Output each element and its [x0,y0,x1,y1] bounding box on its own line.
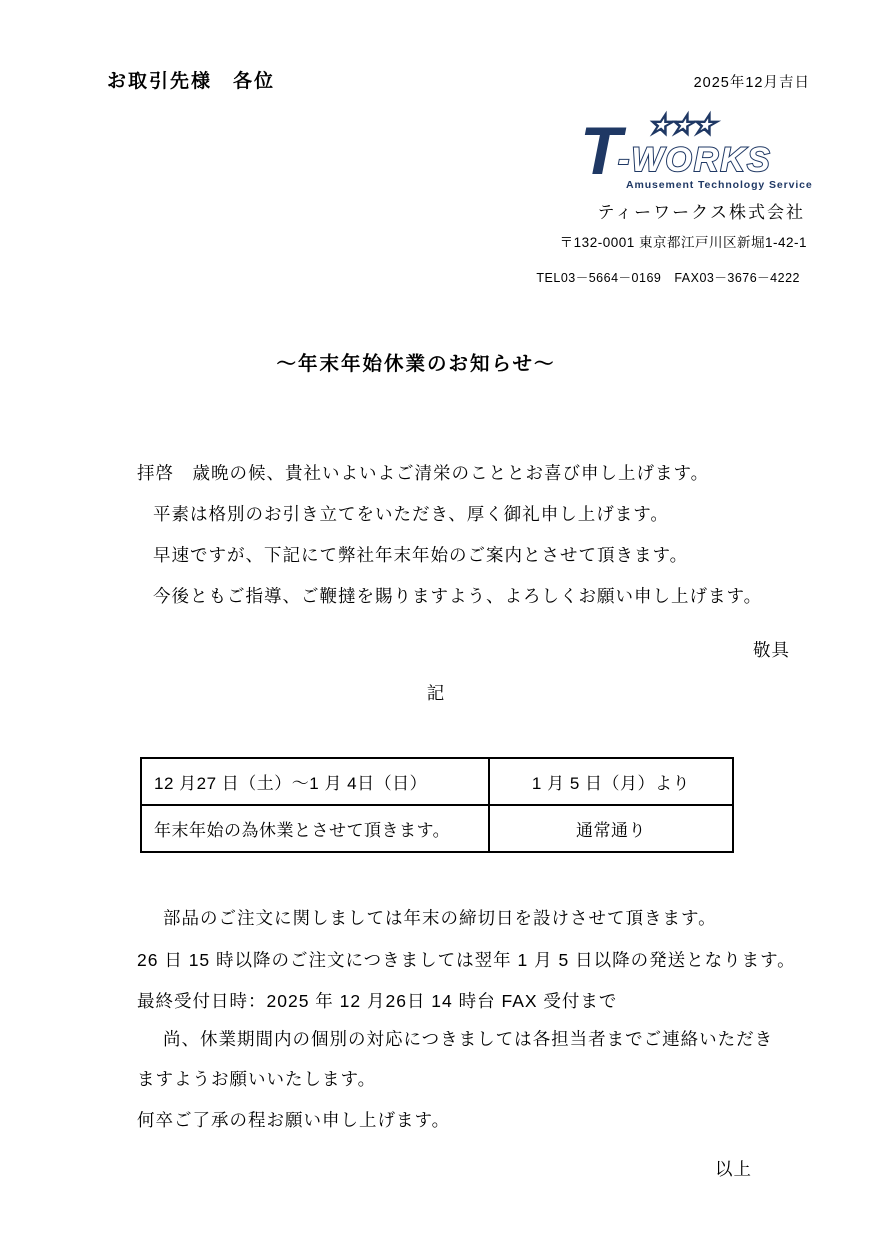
notes-line-4: 尚、休業期間内の個別の対応につきましては各担当者までご連絡いただき [163,1029,774,1049]
logo-letter-t: T [580,113,622,189]
company-address: 〒132-0001 東京都江戸川区新堀1-42-1 [559,235,807,250]
notes-line-6: 何卒ご了承の程お願い申し上げます。 [137,1110,451,1130]
logo-wordmark: -WORKS [618,141,772,179]
closing-word: 敬具 [753,640,790,660]
greeting-line-1: 拝啓 歳晩の候、貴社いよいよご清栄のこととお喜び申し上げます。 [137,463,710,483]
star-icon [693,115,719,134]
table-row-status [141,805,733,852]
notes-line-3: 最終受付日時：2025 年 12 月26日 14 時台 FAX 受付まで [137,991,618,1011]
schedule-table [140,757,734,853]
page-title: ～年末年始休業のお知らせ～ [276,353,556,375]
holiday-period-cell: 12 月27 日（土）～1 月 4日（日） [141,758,489,805]
company-name: ティーワークス株式会社 [597,203,805,222]
record-marker: 記 [426,683,446,703]
resume-status-cell: 通常通り [489,805,733,852]
greeting-line-4: 今後ともご指導、ご鞭撻を賜りますよう、よろしくお願い申し上げます。 [153,586,763,606]
notes-line-1: 部品のご注文に関しましては年末の締切日を設けさせて頂きます。 [163,908,717,928]
star-icon [649,115,675,134]
recipient-line: お取引先様 各位 [107,71,276,92]
logo-tagline: Amusement Technology Service [626,179,813,191]
notes-line-2: 26 日 15 時以降のご注文につきましては翌年 1 月 5 日以降の発送となります。 [137,950,796,970]
document-date: 2025年12月吉日 [693,75,810,91]
greeting-line-3: 早速ですが、下記にて弊社年末年始のご案内とさせて頂きます。 [153,545,689,565]
company-logo [578,112,830,196]
greeting-line-2: 平素は格別のお引き立てをいただき、厚く御礼申し上げます。 [153,504,669,524]
end-marker: 以上 [715,1159,752,1179]
resume-date-cell: 1 月 5 日（月）より [489,758,733,805]
holiday-status-cell: 年末年始の為休業とさせて頂きます。 [141,805,489,852]
company-tel-fax: TEL03－5664－0169 FAX03－3676－4222 [536,271,800,285]
star-icon [671,115,697,134]
three-stars-icon [649,115,719,134]
notes-line-5: ますようお願いいたします。 [137,1069,377,1089]
table-row-period [141,758,733,805]
